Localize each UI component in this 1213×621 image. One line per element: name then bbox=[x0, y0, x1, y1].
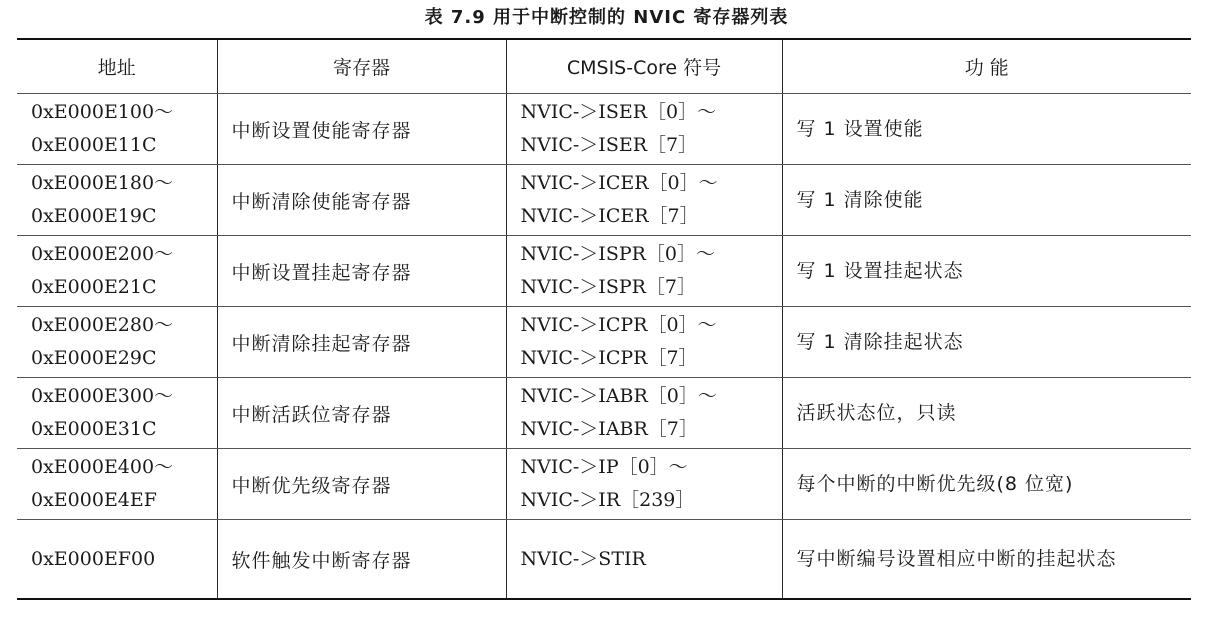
function-description: 活跃状态位，只读 bbox=[782, 378, 1191, 449]
cmsis-symbol-start: NVIC-＞STIR bbox=[520, 547, 646, 570]
header-cmsis-symbol: CMSIS-Core 符号 bbox=[506, 39, 782, 94]
cmsis-cell bbox=[506, 307, 782, 378]
register-name: 中断优先级寄存器 bbox=[217, 449, 506, 520]
address-start: 0xE000E200～ bbox=[31, 243, 174, 265]
function-description: 每个中断的中断优先级(8 位宽) bbox=[782, 449, 1191, 520]
cmsis-cell bbox=[506, 94, 782, 165]
function-description: 写 1 设置挂起状态 bbox=[782, 236, 1191, 307]
table-row bbox=[17, 378, 1191, 449]
address-cell bbox=[17, 236, 217, 307]
cmsis-symbol-end: NVIC-＞ISER［7］ bbox=[520, 134, 698, 156]
address-start: 0xE000E280～ bbox=[31, 314, 174, 336]
cmsis-symbol-start: NVIC-＞ICER［0］～ bbox=[520, 172, 718, 194]
address-cell bbox=[17, 378, 217, 449]
cmsis-symbol-end: NVIC-＞ICER［7］ bbox=[520, 205, 699, 227]
table-header-row bbox=[17, 39, 1191, 94]
address-end: 0xE000E11C bbox=[31, 134, 157, 156]
table-row bbox=[17, 449, 1191, 520]
address-cell bbox=[17, 449, 217, 520]
cmsis-symbol-end: NVIC-＞IABR［7］ bbox=[520, 418, 698, 440]
table-row bbox=[17, 520, 1191, 600]
cmsis-symbol-end: NVIC-＞IR［239］ bbox=[520, 489, 695, 511]
cmsis-cell bbox=[506, 378, 782, 449]
register-name: 中断设置挂起寄存器 bbox=[217, 236, 506, 307]
register-name: 中断活跃位寄存器 bbox=[217, 378, 506, 449]
address-cell bbox=[17, 165, 217, 236]
address-start: 0xE000E180～ bbox=[31, 172, 174, 194]
function-description: 写 1 设置使能 bbox=[782, 94, 1191, 165]
address-end: 0xE000E4EF bbox=[31, 489, 157, 511]
cmsis-cell bbox=[506, 236, 782, 307]
cmsis-symbol-start: NVIC-＞ISPR［0］～ bbox=[520, 243, 716, 265]
table-row bbox=[17, 94, 1191, 165]
cmsis-cell bbox=[506, 520, 782, 600]
function-description: 写 1 清除使能 bbox=[782, 165, 1191, 236]
cmsis-cell bbox=[506, 165, 782, 236]
address-end: 0xE000E21C bbox=[31, 276, 157, 298]
table-caption: 表 7.9 用于中断控制的 NVIC 寄存器列表 bbox=[424, 7, 789, 28]
cmsis-symbol-start: NVIC-＞IP［0］～ bbox=[520, 456, 688, 478]
address-start: 0xE000EF00 bbox=[31, 547, 156, 570]
register-name: 中断设置使能寄存器 bbox=[217, 94, 506, 165]
address-end: 0xE000E19C bbox=[31, 205, 157, 227]
address-cell bbox=[17, 520, 217, 600]
nvic-register-table bbox=[17, 38, 1191, 600]
function-description: 写 1 清除挂起状态 bbox=[782, 307, 1191, 378]
table-row bbox=[17, 236, 1191, 307]
cmsis-symbol-start: NVIC-＞ICPR［0］～ bbox=[520, 314, 717, 336]
header-address: 地址 bbox=[17, 39, 217, 94]
register-name: 软件触发中断寄存器 bbox=[217, 520, 506, 600]
register-name: 中断清除使能寄存器 bbox=[217, 165, 506, 236]
address-start: 0xE000E300～ bbox=[31, 385, 174, 407]
header-function: 功 能 bbox=[782, 39, 1191, 94]
table-row bbox=[17, 165, 1191, 236]
address-end: 0xE000E31C bbox=[31, 418, 157, 440]
cmsis-symbol-start: NVIC-＞IABR［0］～ bbox=[520, 385, 717, 407]
function-description: 写中断编号设置相应中断的挂起状态 bbox=[782, 520, 1191, 600]
address-start: 0xE000E100～ bbox=[31, 101, 174, 123]
cmsis-cell bbox=[506, 449, 782, 520]
cmsis-symbol-end: NVIC-＞ICPR［7］ bbox=[520, 347, 698, 369]
address-cell bbox=[17, 307, 217, 378]
cmsis-symbol-end: NVIC-＞ISPR［7］ bbox=[520, 276, 697, 298]
address-cell bbox=[17, 94, 217, 165]
header-register: 寄存器 bbox=[217, 39, 506, 94]
address-start: 0xE000E400～ bbox=[31, 456, 174, 478]
table-row bbox=[17, 307, 1191, 378]
register-name: 中断清除挂起寄存器 bbox=[217, 307, 506, 378]
address-end: 0xE000E29C bbox=[31, 347, 157, 369]
cmsis-symbol-start: NVIC-＞ISER［0］～ bbox=[520, 101, 717, 123]
